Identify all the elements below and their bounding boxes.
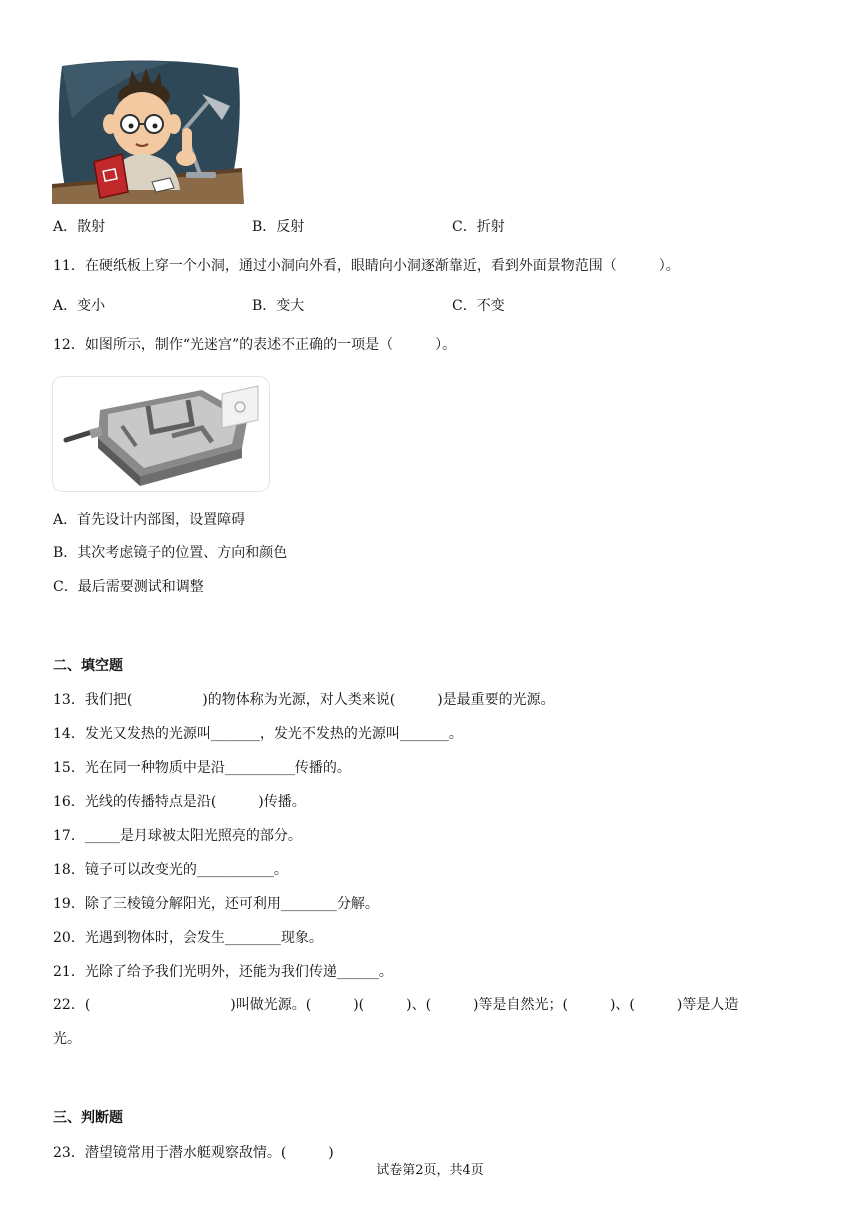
q12-option-a[interactable]: A．首先设计内部图，设置障碍 — [53, 512, 246, 528]
light-maze-illustration — [52, 376, 270, 492]
q12-option-c[interactable]: C．最后需要测试和调整 — [53, 579, 204, 595]
section-heading-fill-blank: 二、填空题 — [53, 658, 123, 674]
q23-question: 23．潜望镜常用于潜水艇观察敌情。( ) — [53, 1145, 334, 1161]
q10-option-c[interactable]: C．折射 — [452, 219, 505, 235]
q19-question: 19．除了三棱镜分解阳光，还可利用________分解。 — [53, 896, 379, 912]
q13-question: 13．我们把( )的物体称为光源，对人类来说( )是最重要的光源。 — [53, 692, 555, 708]
q22-question-continued: 光。 — [53, 1031, 81, 1047]
q10-option-b[interactable]: B．反射 — [252, 219, 305, 235]
q21-question: 21．光除了给予我们光明外，还能为我们传递______。 — [53, 964, 393, 980]
q22-question: 22．( )叫做光源。( )( )、( )等是自然光；( )、( )等是人造 — [53, 997, 739, 1013]
q11-option-a[interactable]: A．变小 — [53, 298, 106, 314]
q15-question: 15．光在同一种物质中是沿__________传播的。 — [53, 760, 351, 776]
q12-option-b[interactable]: B．其次考虑镜子的位置、方向和颜色 — [53, 545, 288, 561]
q11-option-b[interactable]: B．变大 — [252, 298, 305, 314]
q20-question: 20．光遇到物体时，会发生________现象。 — [53, 930, 323, 946]
q11-option-c[interactable]: C．不变 — [452, 298, 505, 314]
q14-question: 14．发光又发热的光源叫_______，发光不发热的光源叫_______。 — [53, 726, 463, 742]
page-footer: 试卷第2页，共4页 — [376, 1163, 484, 1178]
reading-man-illustration — [52, 58, 244, 204]
q17-question: 17．_____是月球被太阳光照亮的部分。 — [53, 828, 302, 844]
q11-question: 11．在硬纸板上穿一个小洞，通过小洞向外看，眼睛向小洞逐渐靠近，看到外面景物范围（ ）。 — [53, 258, 680, 274]
section-heading-true-false: 三、判断题 — [53, 1110, 123, 1126]
q18-question: 18．镜子可以改变光的___________。 — [53, 862, 288, 878]
q16-question: 16．光线的传播特点是沿( )传播。 — [53, 794, 306, 810]
q12-question: 12．如图所示，制作“光迷宫”的表述不正确的一项是（ ）。 — [53, 337, 457, 353]
q10-option-a[interactable]: A．散射 — [53, 219, 106, 235]
